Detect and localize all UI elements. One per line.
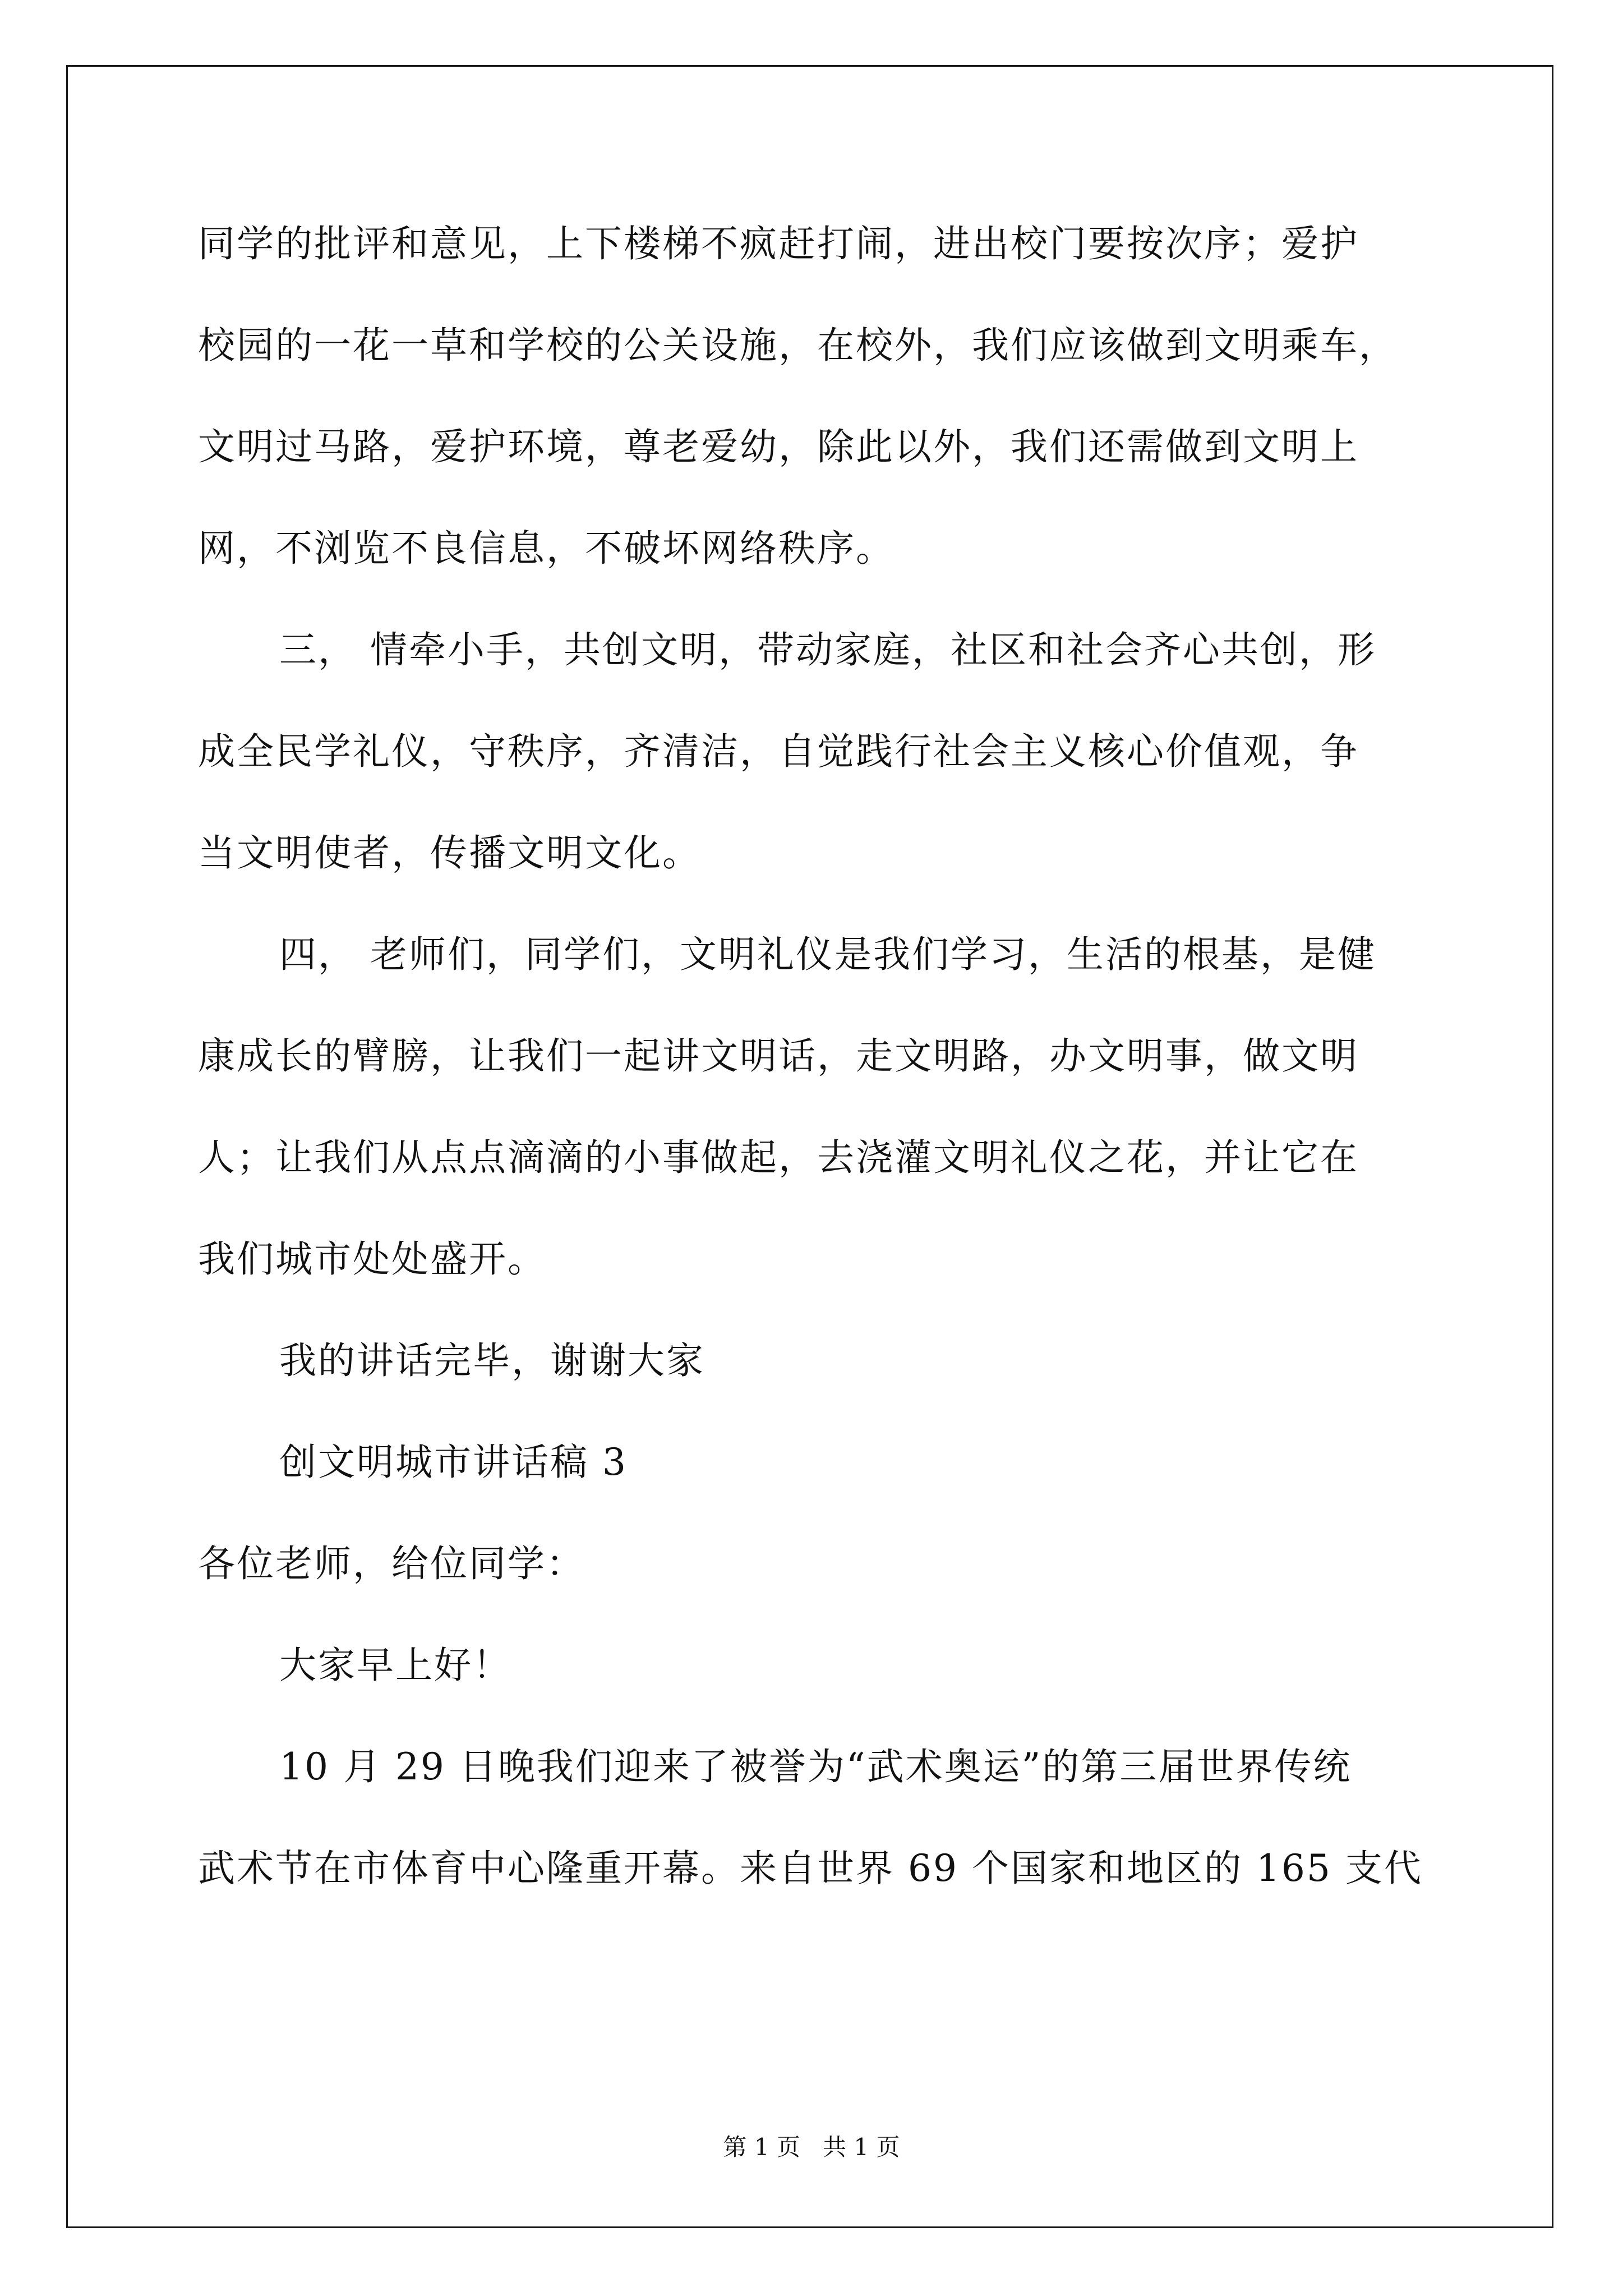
salutation: 各位老师，给位同学： <box>198 1542 585 1585</box>
paragraph-line: 网，不浏览不良信息，不破坏网络秩序。 <box>198 527 895 570</box>
section-heading: 创文明城市讲话稿 3 <box>279 1441 628 1484</box>
greeting: 大家早上好！ <box>279 1644 511 1687</box>
paragraph-line: 当文明使者，传播文明文化。 <box>198 831 701 875</box>
paragraph-line: 10 月 29 日晚我们迎来了被誉为“武术奥运”的第三届世界传统 <box>279 1745 1352 1788</box>
paragraph-line: 校园的一花一草和学校的公关设施，在校外，我们应该做到文明乘车， <box>198 324 1398 367</box>
paragraph-line: 康成长的臂膀，让我们一起讲文明话，走文明路，办文明事，做文明 <box>198 1034 1359 1078</box>
paragraph-line: 我们城市处处盛开。 <box>198 1237 546 1281</box>
paragraph-line: 武术节在市体育中心隆重开幕。来自世界 69 个国家和地区的 165 支代 <box>198 1847 1423 1890</box>
paragraph-line: 同学的批评和意见，上下楼梯不疯赶打闹，进出校门要按次序；爱护 <box>198 222 1359 265</box>
paragraph-line: 四， 老师们，同学们，文明礼仪是我们学习，生活的根基，是健 <box>279 933 1376 976</box>
paragraph-line: 文明过马路，爱护环境，尊老爱幼，除此以外，我们还需做到文明上 <box>198 425 1359 468</box>
paragraph-line: 人；让我们从点点滴滴的小事做起，去浇灌文明礼仪之花，并让它在 <box>198 1136 1359 1179</box>
paragraph-line: 成全民学礼仪，守秩序，齐清洁，自觉践行社会主义核心价值观，争 <box>198 730 1359 773</box>
closing-line: 我的讲话完毕，谢谢大家 <box>279 1339 705 1382</box>
page-number-footer: 第 1 页 共 1 页 <box>723 2133 900 2161</box>
paragraph-line: 三， 情牵小手，共创文明，带动家庭，社区和社会齐心共创，形 <box>279 628 1376 671</box>
